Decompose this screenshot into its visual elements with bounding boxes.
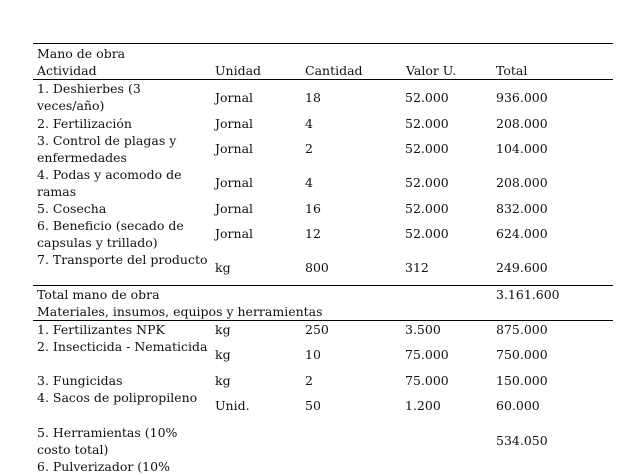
cell-cantidad: 250 bbox=[305, 322, 329, 337]
cell-total: 875.000 bbox=[496, 322, 548, 337]
cell-cantidad: 12 bbox=[305, 226, 321, 241]
col-actividad: Actividad bbox=[37, 63, 97, 78]
cell-cantidad: 50 bbox=[305, 398, 321, 413]
cell-valor: 52.000 bbox=[405, 201, 449, 216]
cell-cantidad: 10 bbox=[305, 347, 321, 362]
cell-valor: 3.500 bbox=[405, 322, 441, 337]
cell-total: 750.000 bbox=[496, 347, 548, 362]
cell-valor: 75.000 bbox=[405, 373, 449, 388]
cell-actividad: 7. Transporte del producto bbox=[37, 252, 208, 267]
cell-total: 208.000 bbox=[496, 116, 548, 131]
cell-total: 832.000 bbox=[496, 201, 548, 216]
cell-total: 104.000 bbox=[496, 141, 548, 156]
labor-total-value: 3.161.600 bbox=[496, 287, 560, 302]
cell-total: 249.600 bbox=[496, 260, 548, 275]
cell-valor: 1.200 bbox=[405, 398, 441, 413]
cell-actividad: 3. Fungicidas bbox=[37, 373, 123, 388]
cell-cantidad: 18 bbox=[305, 90, 321, 105]
cell-cantidad: 2 bbox=[305, 141, 313, 156]
cell-total: 60.000 bbox=[496, 398, 540, 413]
cell-actividad: 4. Sacos de polipropileno bbox=[37, 390, 198, 405]
cell-unidad: kg bbox=[215, 322, 231, 337]
cell-valor: 52.000 bbox=[405, 90, 449, 105]
cell-cantidad: 16 bbox=[305, 201, 321, 216]
cell-actividad: 4. Podas y acomodo de ramas bbox=[37, 167, 182, 199]
cell-unidad: kg bbox=[215, 347, 231, 362]
cell-total: 150.000 bbox=[496, 373, 548, 388]
cell-actividad: 3. Control de plagas y enfermedades bbox=[37, 133, 177, 165]
cell-valor: 52.000 bbox=[405, 116, 449, 131]
cell-total: 624.000 bbox=[496, 226, 548, 241]
cell-unidad: Jornal bbox=[215, 226, 254, 241]
cell-cantidad: 800 bbox=[305, 260, 329, 275]
cell-valor: 312 bbox=[405, 260, 429, 275]
cell-unidad: Unid. bbox=[215, 398, 250, 413]
table-top-rule bbox=[33, 43, 613, 44]
cell-unidad: Jornal bbox=[215, 201, 254, 216]
cell-unidad: Jornal bbox=[215, 141, 254, 156]
cell-actividad: 2. Fertilización bbox=[37, 116, 132, 131]
cell-total: 936.000 bbox=[496, 90, 548, 105]
cell-actividad: 6. Pulverizador (10% bbox=[37, 459, 170, 474]
cell-actividad: 6. Beneficio (secado de capsulas y trillado) bbox=[37, 218, 184, 250]
col-unidad: Unidad bbox=[215, 63, 262, 78]
cell-actividad: 1. Deshierbes (3 veces/año) bbox=[37, 81, 141, 113]
cell-valor: 52.000 bbox=[405, 141, 449, 156]
section-title: Mano de obra bbox=[37, 46, 126, 61]
cell-unidad: Jornal bbox=[215, 90, 254, 105]
cell-unidad: Jornal bbox=[215, 116, 254, 131]
cell-total: 208.000 bbox=[496, 175, 548, 190]
cell-total: 534.050 bbox=[496, 433, 548, 448]
cell-valor: 75.000 bbox=[405, 347, 449, 362]
cell-valor: 52.000 bbox=[405, 226, 449, 241]
cell-actividad: 5. Cosecha bbox=[37, 201, 107, 216]
cell-unidad: Jornal bbox=[215, 175, 254, 190]
cell-valor: 52.000 bbox=[405, 175, 449, 190]
cell-actividad: 1. Fertilizantes NPK bbox=[37, 322, 165, 337]
cell-unidad: kg bbox=[215, 260, 231, 275]
cell-cantidad: 4 bbox=[305, 116, 313, 131]
col-cantidad: Cantidad bbox=[305, 63, 363, 78]
cell-cantidad: 4 bbox=[305, 175, 313, 190]
cell-cantidad: 2 bbox=[305, 373, 313, 388]
materials-section-title: Materiales, insumos, equipos y herramientas bbox=[37, 304, 323, 319]
cell-actividad: 5. Herramientas (10% costo total) bbox=[37, 425, 178, 457]
cell-actividad: 2. Insecticida - Nematicida bbox=[37, 339, 208, 354]
cell-unidad: kg bbox=[215, 373, 231, 388]
labor-total-label: Total mano de obra bbox=[37, 287, 160, 302]
col-valor: Valor U. bbox=[406, 63, 457, 78]
col-total: Total bbox=[496, 63, 528, 78]
